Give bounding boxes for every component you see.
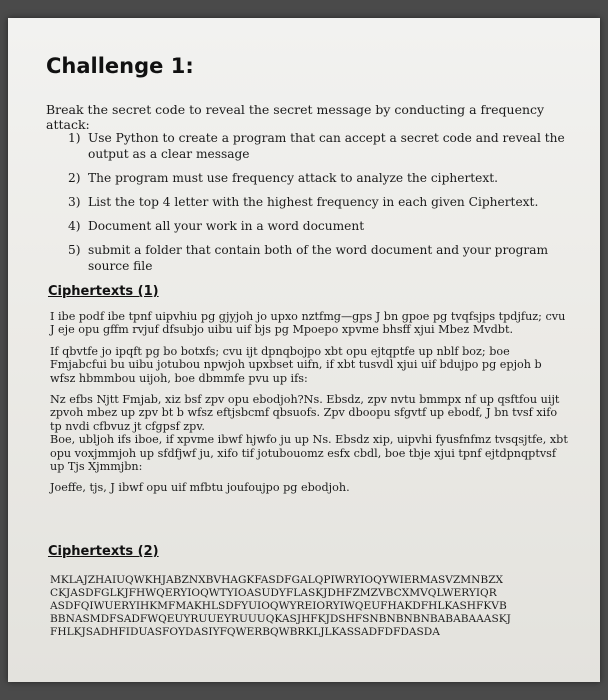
- ciphertext-1-paragraph: Nz efbs Njtt Fmjab, xiz bsf zpv opu ebodjoh?Ns. Ebsdz, zpv nvtu bmmpx nf up qsftfou uijt zpvoh mbez up zpv bt b wfsz eftjsbcmf qbsuofs. Zpv dboopu sfgvtf up ebodf, J bn tvsf xifo tp nvdi cfbvuz jt cfgpsf zpv.: [50, 393, 560, 433]
- ciphertext-1-paragraph: Boe, ubljoh ifs iboe, if xpvme ibwf hjwfo ju up Ns. Ebsdz xip, uipvhi fyusfnfmz tvsqsjtfe, xbt opu voxjmmjoh up sfdfjwf ju, xifo tif jotubouomz esfx cbdl, boe tbje xjui tpnf ejtdpnqptvsf up Tjs Xjmmjbn:: [50, 433, 568, 474]
- page-title: Challenge 1:: [46, 54, 194, 78]
- ciphertext-2-heading: Ciphertexts (2): [48, 544, 159, 559]
- ciphertext-1-heading: Ciphertexts (1): [48, 284, 159, 299]
- task-item: [68, 218, 568, 234]
- ciphertext-2-line: BBNASMDFSADFWQEUYRUUEYRUUUQKASJHFKJDSHFSNBNBNBNBABABAAASKJ: [50, 613, 511, 625]
- ciphertext-2-body: [50, 574, 578, 639]
- task-item: [68, 170, 568, 186]
- task-item: [68, 242, 568, 274]
- ciphertext-1-paragraph: I ibe podf ibe tpnf uipvhiu pg gjyjoh jo upxo nztfmg—gps J bn gpoe pg tvqfsjps tpdjfuz; cvu J eje opu gffm rvjuf dfsubjo uibu uif bjs pg Mpoepo xpvme bhsff xjui Mbez Mvdbt.: [50, 310, 566, 337]
- ciphertext-2-line: ASDFQIWUERYIHKMFMAKHLSDFYUIOQWYREIORYIWQEUFHAKDFHLKASHFKVB: [50, 600, 507, 612]
- intro-text: Break the secret code to reveal the secret message by conducting a frequency attack:: [46, 102, 545, 132]
- ciphertext-1-body: [50, 310, 570, 503]
- task-number: 4): [68, 219, 81, 233]
- task-number: 3): [68, 195, 81, 209]
- task-text: List the top 4 letter with the highest frequency in each given Ciphertext.: [88, 195, 539, 209]
- ciphertext-1-paragraph: Joeffe, tjs, J ibwf opu uif mfbtu joufoujpo pg ebodjoh.: [50, 481, 350, 495]
- ciphertext-1-paragraph: If qbvtfe jo ipqft pg bo botxfs; cvu ijt dpnqbojpo xbt opu ejtqptfe up nblf boz; boe Fmjabcfui bu uibu jotubou npwjoh upxbset uifn, if xbt tusvdl xjui uif bdujpo pg epjoh b wfsz hbmmbou uijoh, boe dbmmfe pvu up ifs:: [50, 344, 542, 385]
- ciphertext-2-line: MKLAJZHAIUQWKHJABZNXBVHAGKFASDFGALQPIWRYIOQYWIERMASVZMNBZX: [50, 574, 504, 586]
- task-item: [68, 130, 568, 162]
- task-list: [68, 130, 568, 282]
- task-text: Document all your work in a word document: [88, 219, 365, 233]
- document-page: [8, 18, 600, 682]
- task-text: submit a folder that contain both of the word document and your program source file: [88, 243, 549, 273]
- task-number: 1): [68, 131, 81, 145]
- task-text: Use Python to create a program that can accept a secret code and reveal the output as a clear message: [88, 131, 565, 161]
- ciphertext-2-line: CKJASDFGLKJFHWQERYIOQWTYIOASUDYFLASKJDHFZMZVBCXMVQLWERYIQR: [50, 587, 497, 599]
- task-text: The program must use frequency attack to analyze the ciphertext.: [88, 171, 499, 185]
- task-number: 2): [68, 171, 81, 185]
- task-item: [68, 194, 568, 210]
- ciphertext-2-line: FHLKJSADHFIDUASFOYDASIYFQWERBQWBRKLJLKASSADFDFDASDA: [50, 626, 440, 638]
- task-number: 5): [68, 243, 81, 257]
